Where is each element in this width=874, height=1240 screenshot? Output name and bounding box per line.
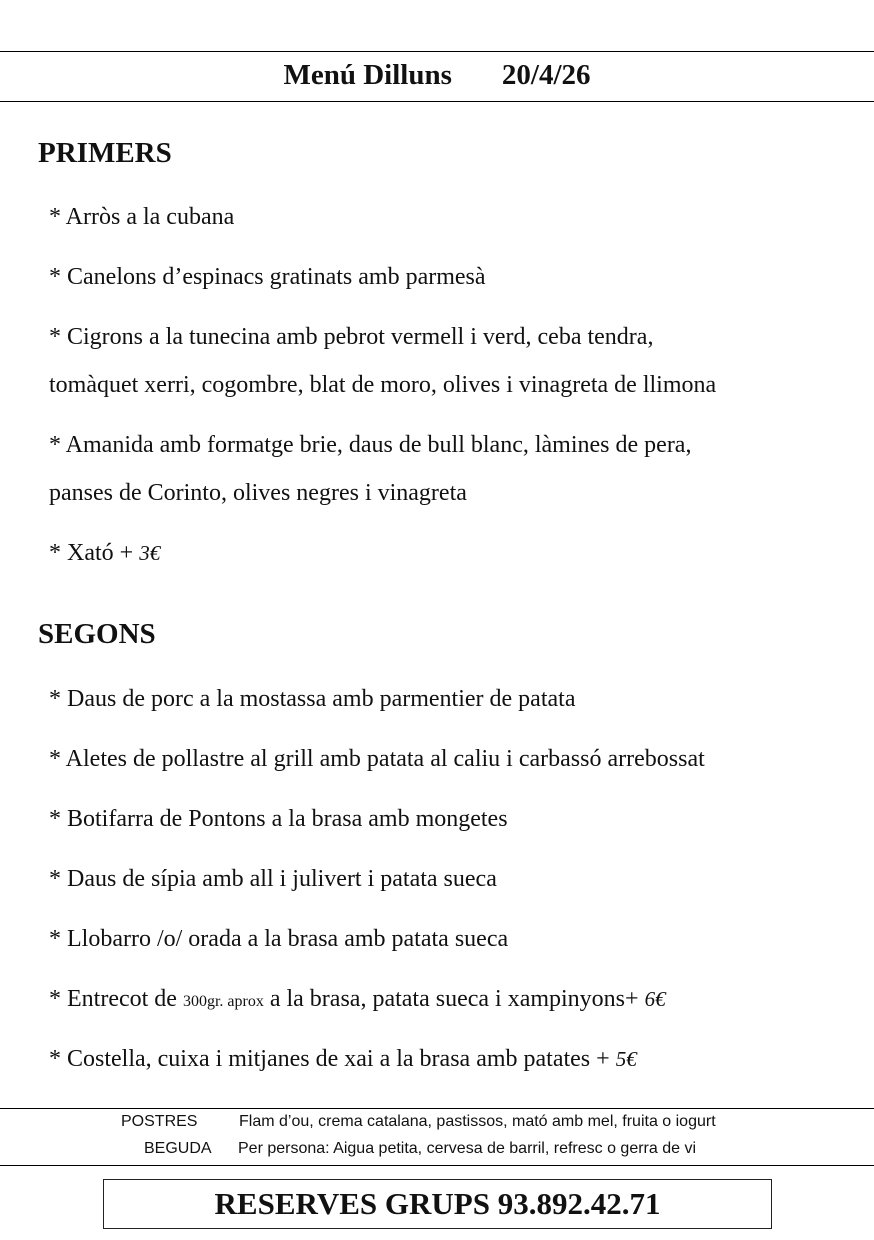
- footer-bottom-rule: [0, 1165, 874, 1166]
- primers-item-line: panses de Corinto, olives negres i vinagreta: [49, 480, 467, 506]
- supplement-price: 5€: [615, 1047, 637, 1071]
- primers-item: * Canelons d’espinacs gratinats amb parmesà: [49, 264, 486, 290]
- dish-name: * Costella, cuixa i mitjanes de xai a la brasa amb patates +: [49, 1046, 616, 1072]
- dish-name: * Xató +: [49, 540, 140, 566]
- primers-item-line: * Amanida amb formatge brie, daus de bull blanc, làmines de pera,: [49, 432, 692, 458]
- section-segons-heading: SEGONS: [38, 618, 156, 650]
- primers-item: * Arròs a la cubana: [49, 204, 235, 230]
- beguda-label: BEGUDA: [144, 1140, 212, 1157]
- segons-item: [49, 1035, 849, 1083]
- segons-item: * Aletes de pollastre al grill amb patata al caliu i carbassó arrebossat: [49, 746, 705, 772]
- supplement-price: 6€: [644, 987, 666, 1011]
- dish-name-rest: a la brasa, patata sueca i xampinyons+: [263, 986, 645, 1012]
- dish-weight: 300gr. aprox: [182, 993, 264, 1010]
- menu-title: [0, 56, 874, 94]
- dish-name: * Entrecot de: [49, 986, 183, 1012]
- postres-label: POSTRES: [121, 1113, 198, 1130]
- section-primers-heading: PRIMERS: [38, 137, 172, 169]
- supplement-price: 3€: [139, 541, 161, 565]
- segons-item: * Botifarra de Pontons a la brasa amb mongetes: [49, 806, 508, 832]
- title-rule: [0, 101, 874, 102]
- top-rule: [0, 51, 874, 52]
- segons-item: * Daus de sípia amb all i julivert i patata sueca: [49, 866, 497, 892]
- segons-item: * Daus de porc a la mostassa amb parmentier de patata: [49, 686, 576, 712]
- menu-date: 20/4/26: [501, 59, 591, 91]
- primers-item: [49, 529, 849, 577]
- primers-item: [49, 313, 849, 409]
- segons-item: * Llobarro /o/ orada a la brasa amb patata sueca: [49, 926, 509, 952]
- primers-item-line: * Cigrons a la tunecina amb pebrot vermell i verd, ceba tendra,: [49, 324, 654, 350]
- group-reservations-box: RESERVES GRUPS 93.892.42.71: [103, 1179, 772, 1229]
- menu-day: Menú Dilluns: [283, 59, 452, 91]
- primers-item: [49, 421, 849, 517]
- footer-top-rule: [0, 1108, 874, 1109]
- segons-item: [49, 975, 849, 1026]
- primers-item-line: tomàquet xerri, cogombre, blat de moro, olives i vinagreta de llimona: [49, 372, 717, 398]
- beguda-text: Per persona: Aigua petita, cervesa de barril, refresc o gerra de vi: [238, 1140, 697, 1157]
- postres-text: Flam d’ou, crema catalana, pastissos, mató amb mel, fruita o iogurt: [239, 1113, 716, 1130]
